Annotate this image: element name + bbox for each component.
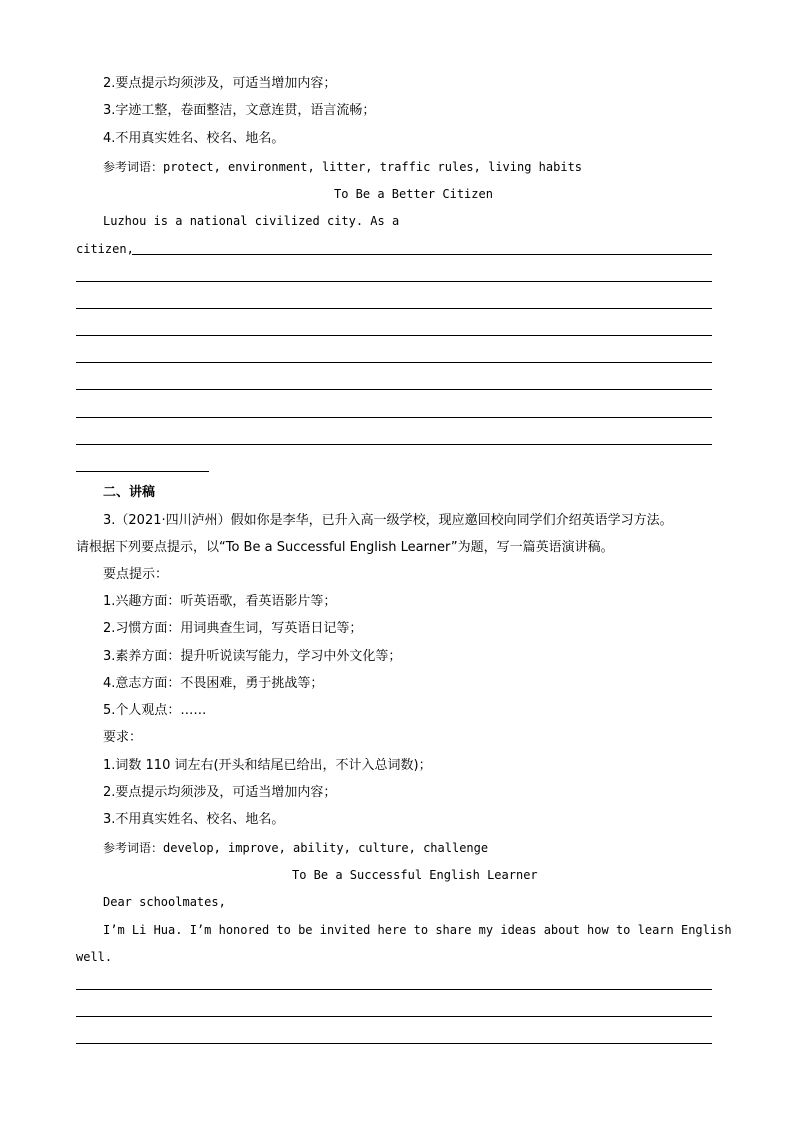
point-item: 4.意志方面：不畏困难，勇于挑战等； [103,676,324,691]
writing-line[interactable] [76,1016,712,1017]
point-item: 5.个人观点：…… [103,703,207,718]
question-line-1: 3.（2021·四川泸州）假如你是李华，已升入高一级学校，现应邀回校向同学们介绍英语学习方法。 [103,513,673,528]
writing-line[interactable] [76,989,712,990]
point-item: 3.素养方面：提升听说读写能力，学习中外文化等； [103,649,402,664]
writing-line[interactable] [76,308,712,309]
point-item: 1.兴趣方面：听英语歌，看英语影片等； [103,594,337,609]
salutation: Dear schoolmates, [103,895,226,909]
section-heading: 二、讲稿 [103,485,156,500]
opening-line-2: well. [76,950,113,964]
requirement-line-3: 3.字迹工整，卷面整洁，文意连贯，语言流畅； [103,103,376,118]
requirement-item: 3.不用真实姓名、校名、地名。 [103,812,285,827]
writing-line[interactable] [76,417,712,418]
writing-line[interactable] [76,362,712,363]
requirement-item: 2.要点提示均须涉及，可适当增加内容； [103,785,337,800]
writing-line-short[interactable] [76,471,209,472]
essay-title: To Be a Better Citizen [334,187,493,201]
reference-words: 参考词语：develop, improve, ability, culture, challenge [103,841,489,855]
points-label: 要点提示： [103,567,169,582]
writing-line[interactable] [76,389,712,390]
question-line-2: 请根据下列要点提示，以“To Be a Successful English Learner”为题，写一篇英语演讲稿。 [76,540,614,555]
writing-line[interactable] [76,444,712,445]
essay-title: To Be a Successful English Learner [292,868,538,882]
writing-line[interactable] [132,254,712,255]
requirement-line-2: 2.要点提示均须涉及，可适当增加内容； [103,76,337,91]
writing-line[interactable] [76,281,712,282]
writing-line[interactable] [76,1043,712,1044]
citizen-prefix: citizen, [76,242,134,256]
opening-line-1: I’m Li Hua. I’m honored to be invited here to share my ideas about how to learn English [103,923,732,937]
writing-line[interactable] [76,335,712,336]
essay-opening: Luzhou is a national civilized city. As a [103,214,400,228]
requirements-label: 要求： [103,730,143,745]
point-item: 2.习惯方面：用词典查生词，写英语日记等； [103,621,363,636]
requirement-line-4: 4.不用真实姓名、校名、地名。 [103,131,285,146]
requirement-item: 1.词数 110 词左右(开头和结尾已给出，不计入总词数)； [103,758,432,773]
reference-words: 参考词语：protect, environment, litter, traffic rules, living habits [103,160,583,174]
